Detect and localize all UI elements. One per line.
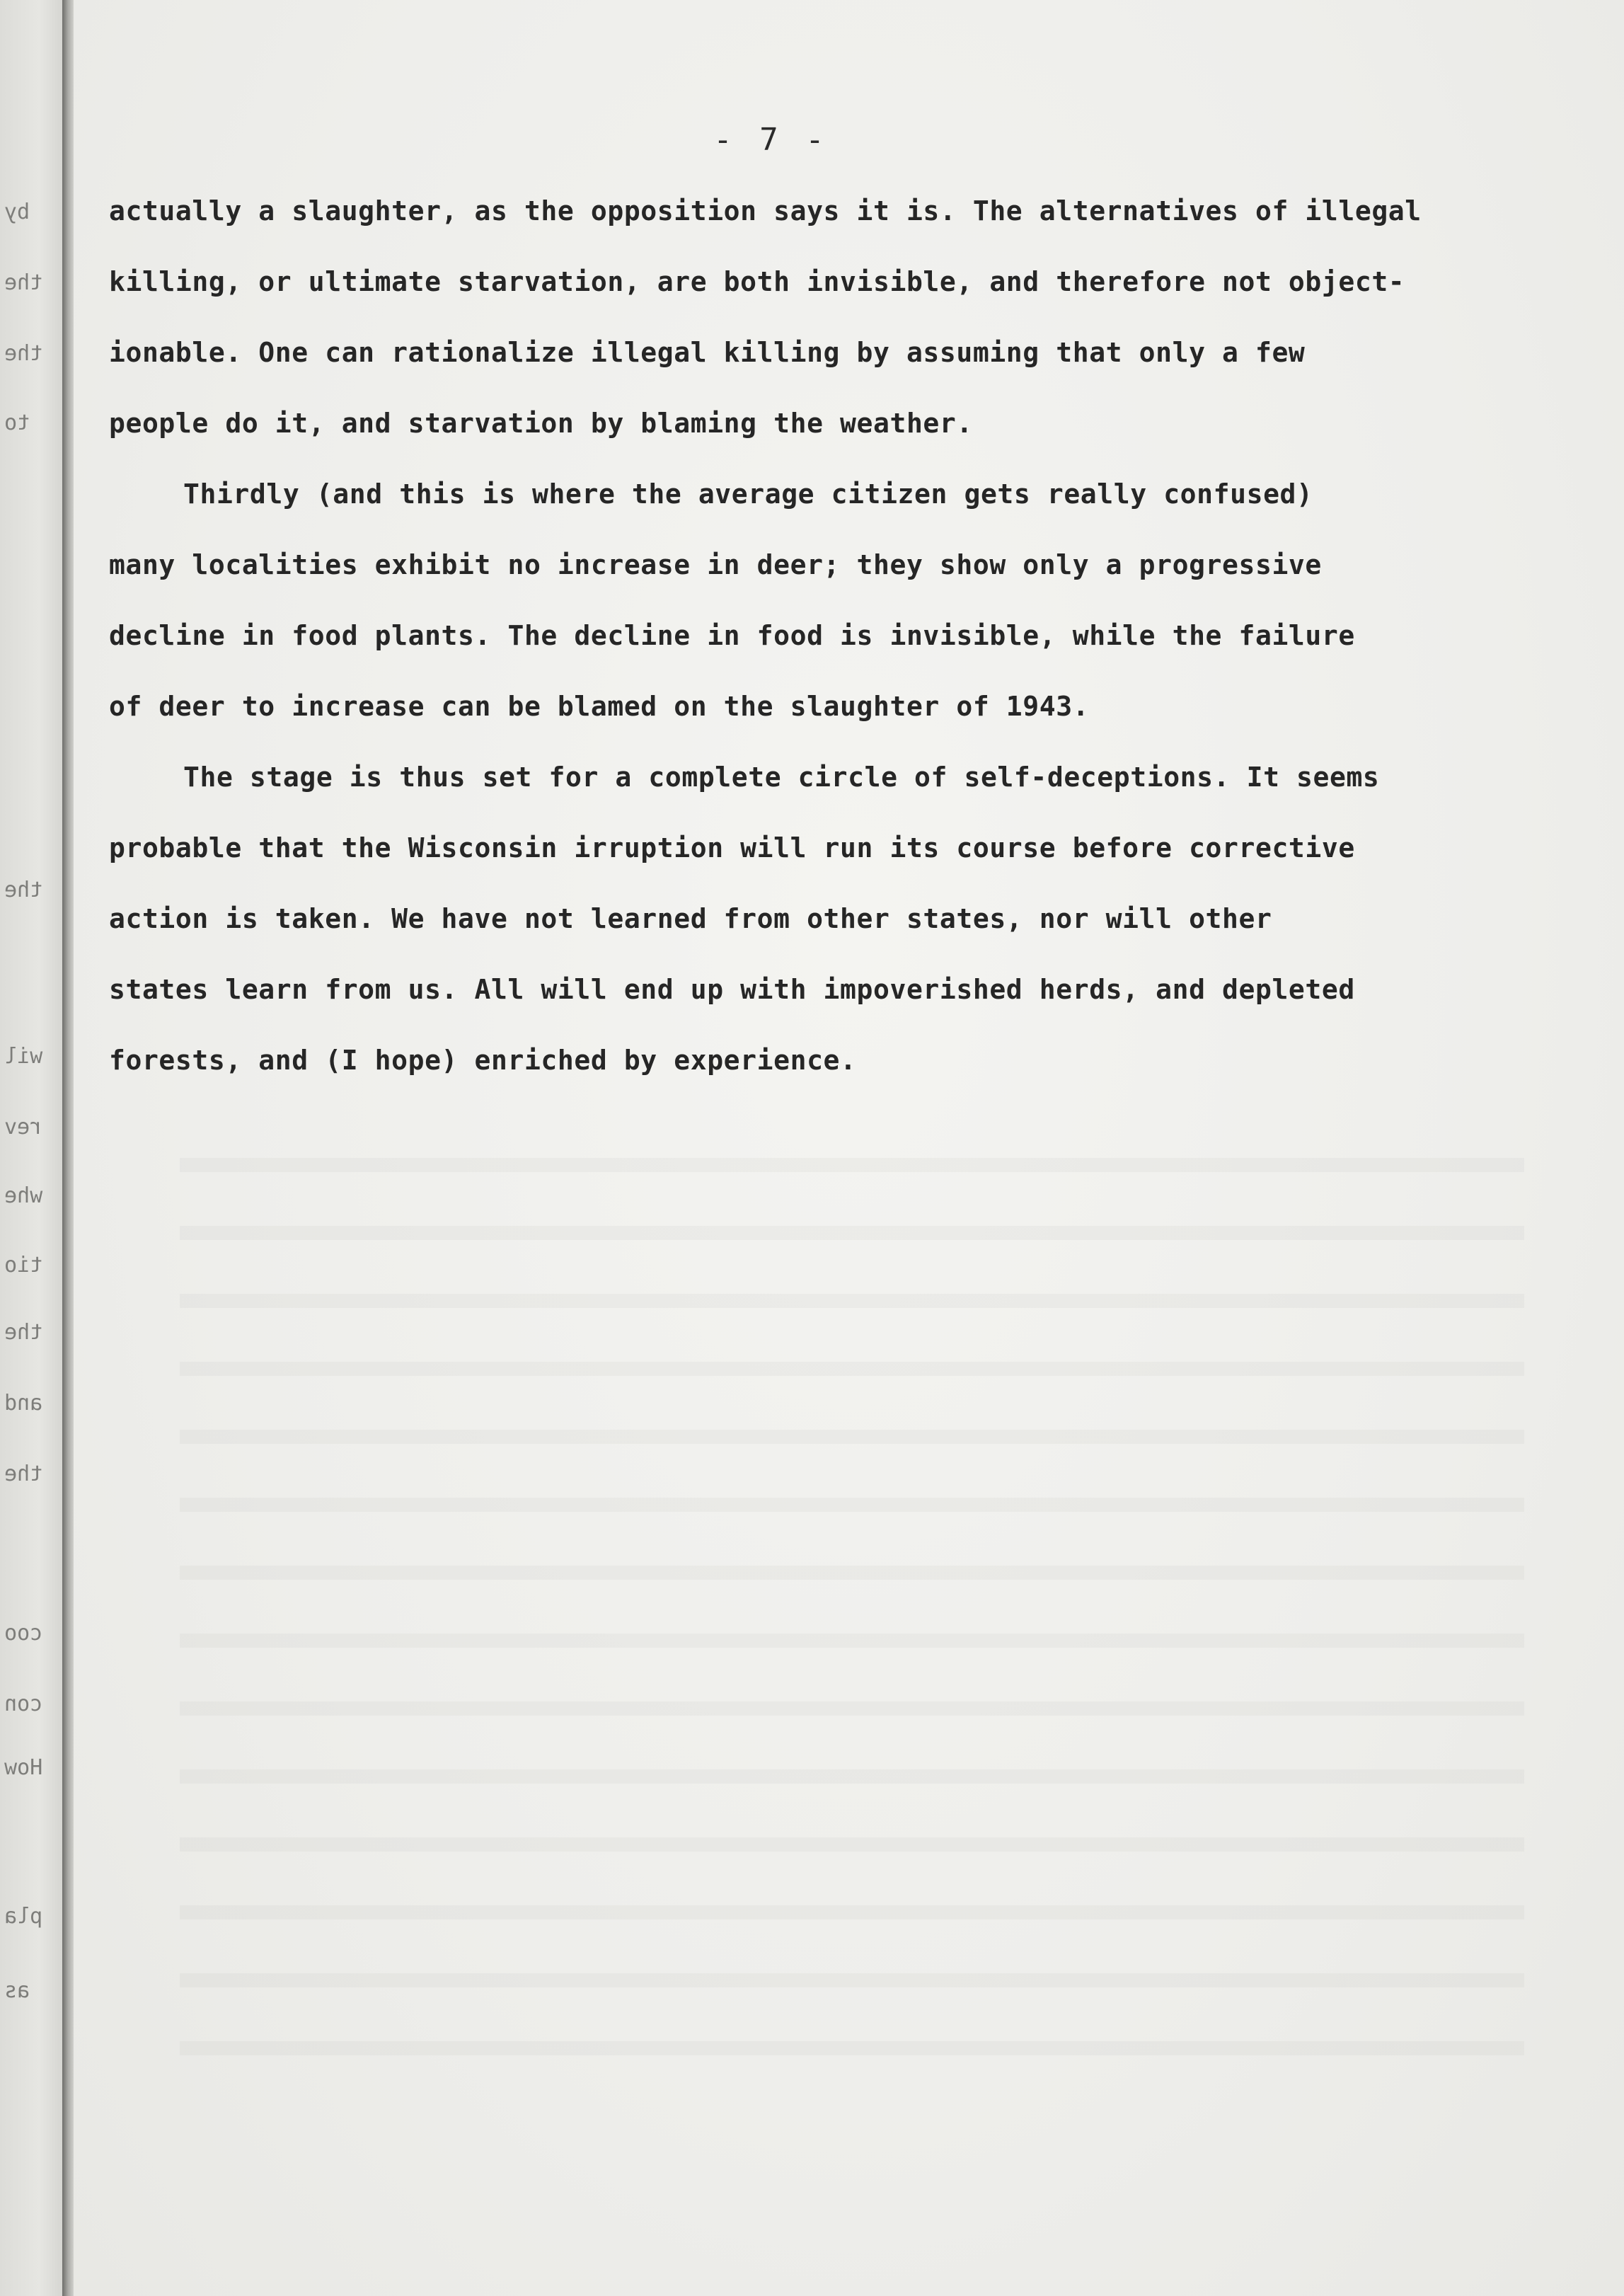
bleed-text: pla [4,1904,43,1929]
bleed-text: rev [4,1115,43,1140]
text-line: of deer to increase can be blamed on the slaughter of 1943. [109,691,1090,722]
bleed-text: con [4,1692,43,1716]
bleed-text: whe [4,1183,43,1208]
text-line: action is taken. We have not learned from other states, nor will other [109,903,1272,934]
text-line: actually a slaughter, as the opposition says it is. The alternatives of illegal [109,195,1422,226]
text-line: many localities exhibit no increase in deer; they show only a progressive [109,549,1322,580]
bleed-text: by [4,200,30,224]
bleed-text: the [4,341,43,366]
body-text [109,176,1560,1096]
previous-page-edge [0,0,65,2296]
text-line: forests, and (I hope) enriched by experience. [109,1045,857,1076]
text-line: probable that the Wisconsin irruption will run its course before corrective [109,832,1355,863]
bleed-text: as [4,1978,30,2003]
text-line: The stage is thus set for a complete circle of self-deceptions. It seems [183,762,1380,793]
bleed-text: the [4,878,43,902]
page-number: - 7 - [713,122,829,158]
text-line: decline in food plants. The decline in food is invisible, while the failure [109,620,1355,651]
reverse-side-show-through [180,1104,1524,2095]
bleed-text: coo [4,1621,43,1646]
text-line: Thirdly (and this is where the average citizen gets really confused) [183,478,1313,510]
text-line: ionable. One can rationalize illegal killing by assuming that only a few [109,337,1306,368]
bleed-text: the [4,1320,43,1345]
bleed-text: to [4,411,30,435]
bleed-text: How [4,1755,43,1780]
text-line: killing, or ultimate starvation, are both invisible, and therefore not object- [109,266,1405,297]
text-line: states learn from us. All will end up with impoverished herds, and depleted [109,974,1355,1005]
bleed-text: tio [4,1253,43,1278]
text-line: people do it, and starvation by blaming the weather. [109,408,973,439]
bleed-text: and [4,1391,43,1416]
typewritten-sheet [74,0,1624,2296]
bleed-text: the [4,270,43,295]
bleed-text: the [4,1462,43,1486]
bleed-text: wil [4,1044,43,1069]
